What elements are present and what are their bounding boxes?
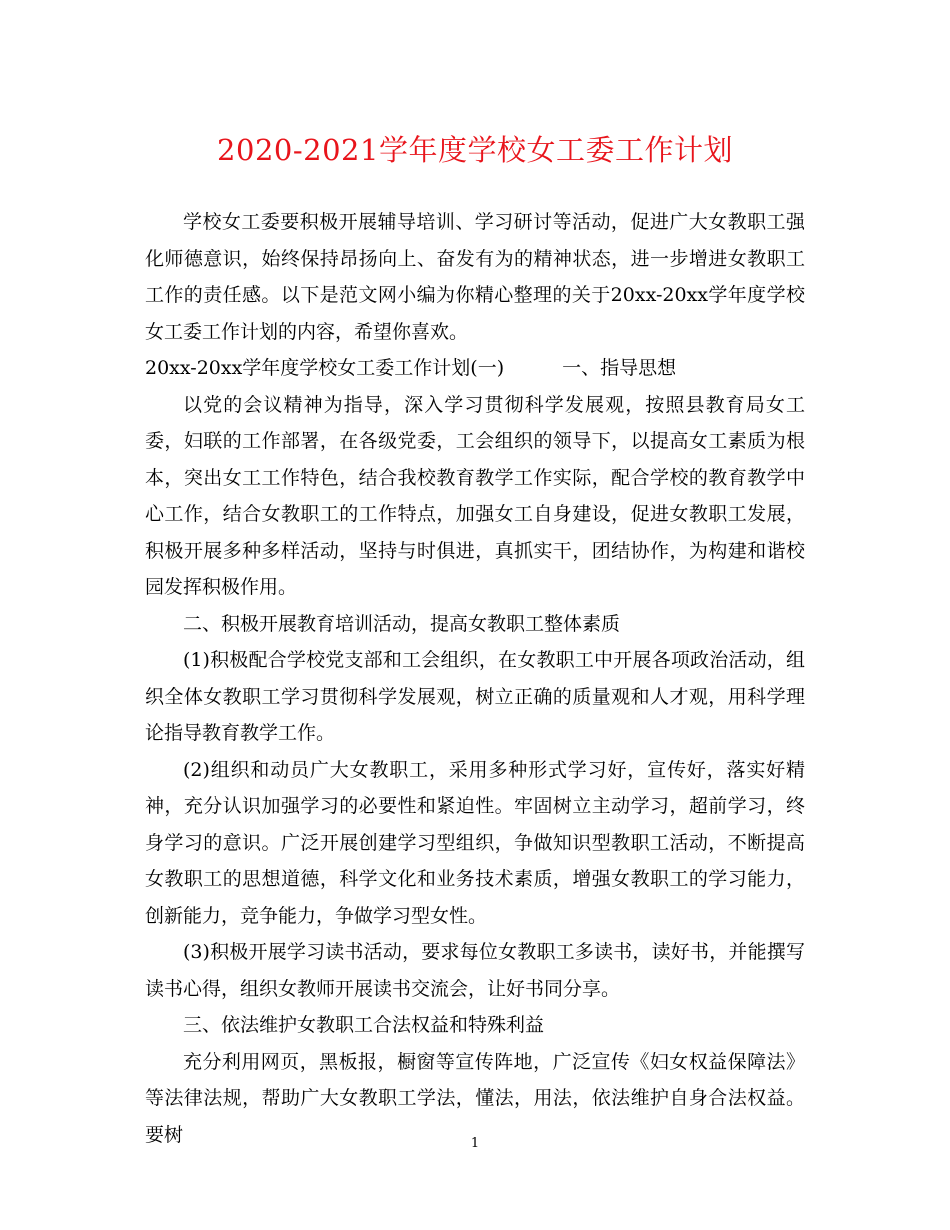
section3-heading: 三、依法维护女教职工合法权益和特殊利益 bbox=[183, 1014, 545, 1036]
section2-item-1: (1)积极配合学校党支部和工会组织，在女教职工中开展各项政治活动，组织全体女教职工学习贯彻科学发展观，树立正确的质量观和人才观，用科学理论指导教育教学工作。 bbox=[145, 649, 805, 744]
section1-heading: 一、指导思想 bbox=[562, 357, 677, 379]
section1-paragraph: 以党的会议精神为指导，深入学习贯彻科学发展观，按照县教育局女工委，妇联的工作部署，在各级党委，工会组织的领导下，以提高女工素质为根本，突出女工工作特色，结合我校教育教学工作实际，配合学校的教育教学中心工作，结合女教职工的工作特点，加强女工自身建设，促进女教职工发展，积极开展多种多样活动，坚持与时俱进，真抓实干，团结协作，为构建和谐校园发挥积极作用。 bbox=[145, 393, 805, 598]
intro-paragraph: 学校女工委要积极开展辅导培训、学习研讨等活动，促进广大女教职工强化师德意识，始终保持昂扬向上、奋发有为的精神状态，进一步增进女教职工工作的责任感。以下是范文网小编为你精心整理的关于20xx-20xx学年度学校女工委工作计划的内容，希望你喜欢。 bbox=[145, 211, 805, 343]
document-body bbox=[145, 204, 805, 1153]
section3-paragraph: 充分利用网页，黑板报，橱窗等宣传阵地，广泛宣传《妇女权益保障法》等法律法规，帮助广大女教职工学法，懂法，用法，依法维护自身合法权益。要树 bbox=[145, 1050, 805, 1146]
document-title: 2020-2021学年度学校女工委工作计划 bbox=[217, 133, 733, 167]
section2-item-3: (3)积极开展学习读书活动，要求每位女教职工多读书，读好书，并能撰写读书心得，组织女教师开展读书交流会，让好书同分享。 bbox=[145, 941, 805, 1000]
section2-item-2: (2)组织和动员广大女教职工，采用多种形式学习好，宣传好，落实好精神，充分认识加强学习的必要性和紧迫性。牢固树立主动学习，超前学习，终身学习的意识。广泛开展创建学习型组织，争做知识型教职工活动，不断提高女教职工的思想道德，科学文化和业务技术素质，增强女教职工的学习能力，创新能力，竞争能力，争做学习型女性。 bbox=[145, 758, 805, 927]
page-number: 1 bbox=[470, 1136, 480, 1151]
plan-heading: 20xx-20xx学年度学校女工委工作计划(一) bbox=[145, 357, 505, 379]
plan-heading-line bbox=[145, 350, 805, 387]
section2-heading: 二、积极开展教育培训活动，提高女教职工整体素质 bbox=[183, 612, 621, 635]
